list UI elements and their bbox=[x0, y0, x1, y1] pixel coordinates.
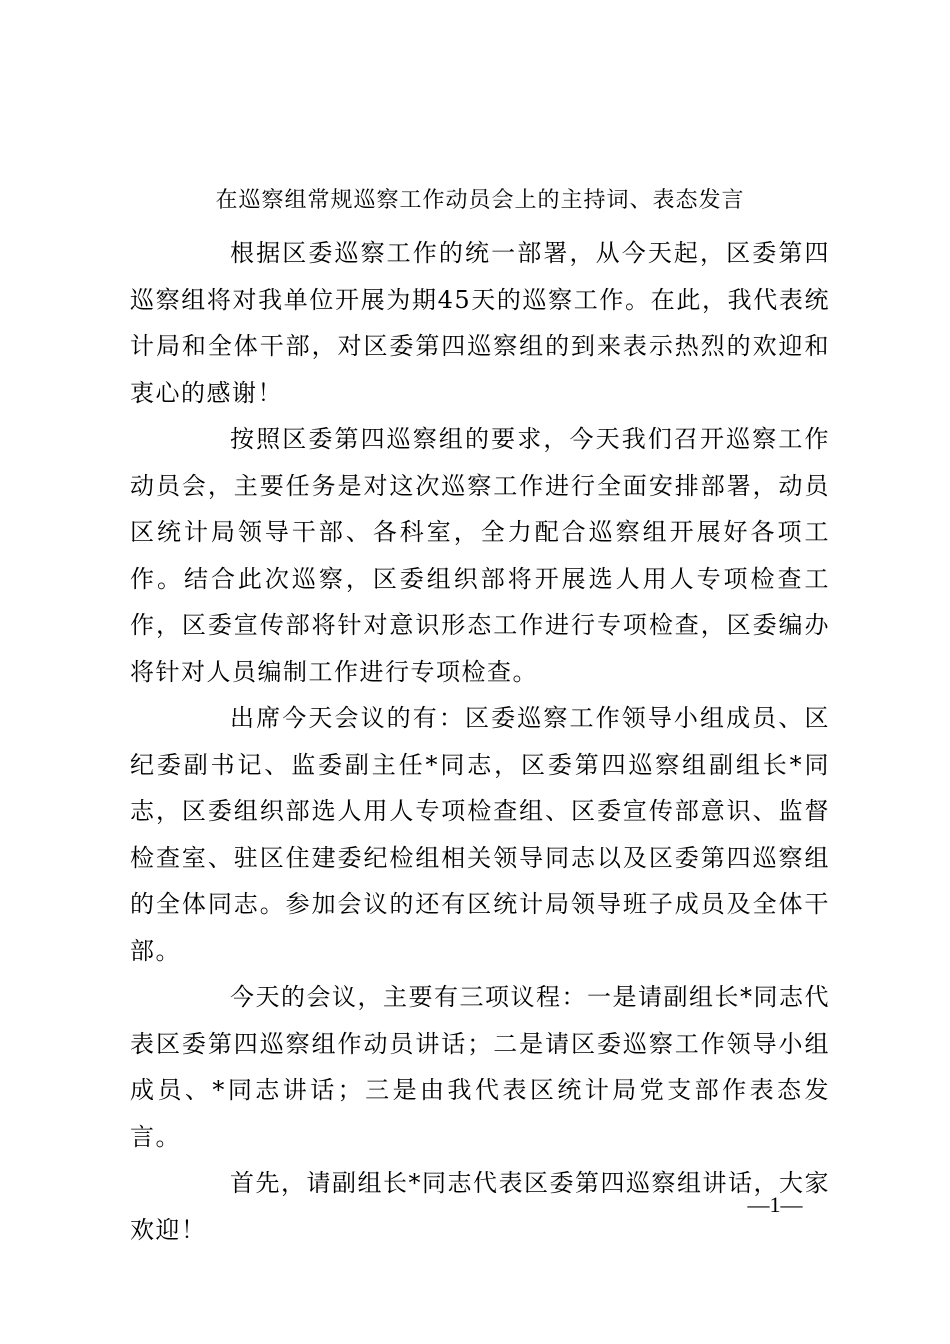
document-title: 在巡察组常规巡察工作动员会上的主持词、表态发言 bbox=[215, 188, 745, 213]
paragraph-attendees: 出席今天会议的有：区委巡察工作领导小组成员、区纪委副书记、监委副主任*同志，区委第四巡察组副组长*同志，区委组织部选人用人专项检查组、区委宣传部意识、监督检查室、驻区住建委纪检组相关领导同志以及区委第四巡察组的全体同志。参加会议的还有区统计局领导班子成员及全体干部。 bbox=[130, 704, 830, 965]
paragraph-welcome: 首先，请副组长*同志代表区委第四巡察组讲话，大家欢迎！ bbox=[130, 1169, 830, 1244]
page-number: —1— bbox=[747, 1192, 803, 1217]
paragraph-agenda: 今天的会议，主要有三项议程：一是请副组长*同志代表区委第四巡察组作动员讲话；二是请区委巡察工作领导小组成员、*同志讲话；三是由我代表区统计局党支部作表态发言。 bbox=[130, 983, 830, 1151]
paragraph-intro: 根据区委巡察工作的统一部署，从今天起，区委第四巡察组将对我单位开展为期45天的巡察工作。在此，我代表统计局和全体干部，对区委第四巡察组的到来表示热烈的欢迎和衷心的感谢！ bbox=[130, 239, 830, 407]
paragraph-purpose: 按照区委第四巡察组的要求，今天我们召开巡察工作动员会，主要任务是对这次巡察工作进行全面安排部署，动员区统计局领导干部、各科室，全力配合巡察组开展好各项工作。结合此次巡察，区委组织部将开展选人用人专项检查工作，区委宣传部将针对意识形态工作进行专项检查，区委编办将针对人员编制工作进行专项检查。 bbox=[130, 425, 830, 686]
document-body bbox=[130, 230, 830, 1253]
